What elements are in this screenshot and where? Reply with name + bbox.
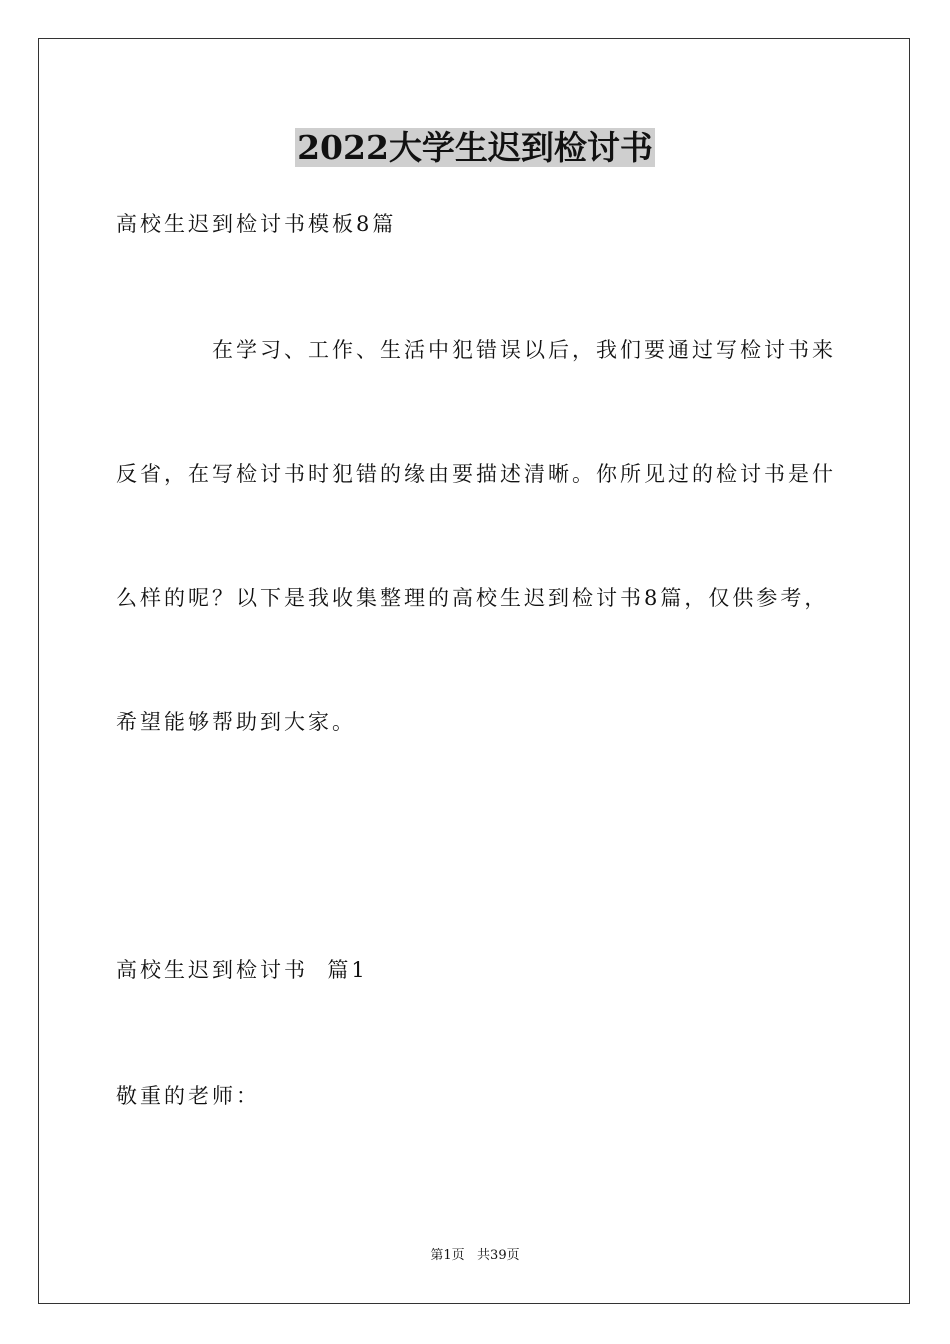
intro-line-1: 在学习、工作、生活中犯错误以后，我们要通过写检讨书来 (212, 338, 836, 362)
salutation: 敬重的老师： (116, 1084, 260, 1108)
intro-line-3: 么样的呢？以下是我收集整理的高校生迟到检讨书8篇，仅供参考， (116, 586, 829, 610)
document-title-text: 2022大学生迟到检讨书 (297, 128, 653, 167)
page-footer: 第1页 共39页 (430, 1248, 520, 1263)
intro-line-4: 希望能够帮助到大家。 (116, 710, 356, 734)
document-subtitle: 高校生迟到检讨书模板8篇 (116, 212, 397, 236)
section-heading: 高校生迟到检讨书 篇1 (116, 958, 368, 982)
document-title (0, 128, 950, 168)
intro-line-2: 反省，在写检讨书时犯错的缘由要描述清晰。你所见过的检讨书是什 (116, 462, 836, 486)
